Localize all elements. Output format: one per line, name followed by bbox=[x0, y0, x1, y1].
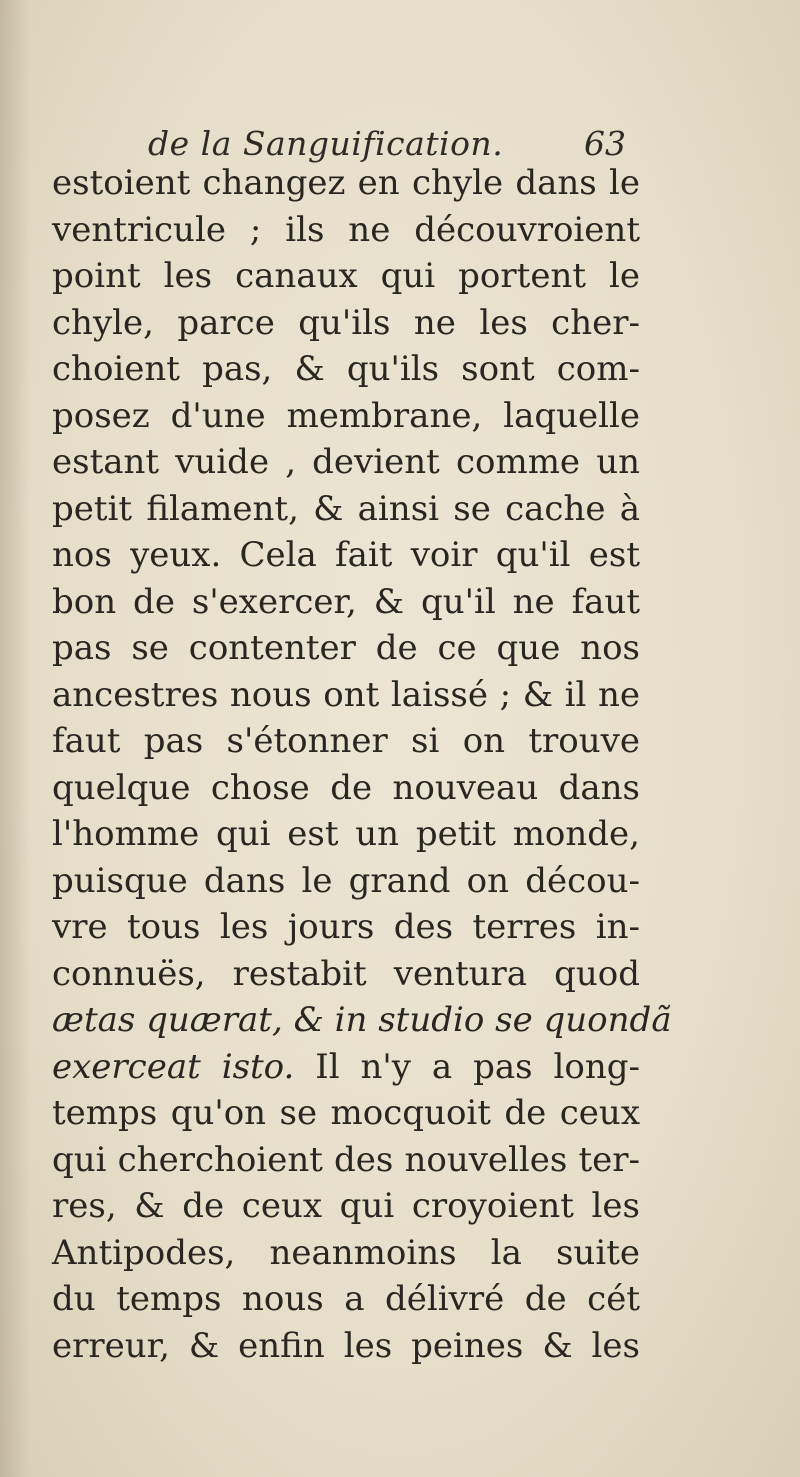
text-line: pas se contenter de ce que nos bbox=[52, 628, 640, 668]
text-line: erreur, & enfin les peines & les bbox=[52, 1325, 640, 1366]
text-line: nos yeux. Cela fait voir qu'il est bbox=[52, 535, 640, 575]
text-line: faut pas s'étonner si on trouve bbox=[52, 721, 640, 761]
text-line: res, & de ceux qui croyoient les bbox=[52, 1186, 640, 1226]
text-line: estant vuide , devient comme un bbox=[52, 442, 640, 482]
text-block bbox=[52, 160, 672, 1369]
page-number: 63 bbox=[584, 124, 626, 163]
text-line: qui cherchoient des nouvelles ter- bbox=[52, 1139, 640, 1180]
text-line: estoient changez en chyle dans le bbox=[52, 163, 640, 203]
latin-quote-line: ætas quærat, & in studio se quondã bbox=[52, 1000, 672, 1040]
text-line: du temps nous a délivré de cét bbox=[52, 1279, 640, 1319]
text-line: posez d'une membrane, laquelle bbox=[52, 395, 640, 436]
text-fragment: Il n'y a pas long- bbox=[315, 1046, 640, 1087]
text-line: puisque dans le grand on décou- bbox=[52, 860, 640, 901]
text-line: ancestres nous ont laissé ; & il ne bbox=[52, 674, 640, 715]
text-line: bon de s'exercer, & qu'il ne faut bbox=[52, 581, 640, 622]
text-line: l'homme qui est un petit monde, bbox=[52, 814, 640, 854]
text-line: temps qu'on se mocquoit de ceux bbox=[52, 1093, 640, 1133]
text-line: point les canaux qui portent le bbox=[52, 256, 640, 296]
text-line-mixed bbox=[52, 1044, 640, 1091]
text-line: chyle, parce qu'ils ne les cher- bbox=[52, 302, 640, 343]
text-line: ventricule ; ils ne découvroient bbox=[52, 209, 640, 250]
text-line: connuës, restabit ventura quod bbox=[52, 953, 640, 994]
text-line: quelque chose de nouveau dans bbox=[52, 767, 640, 808]
text-line: petit filament, & ainsi se cache à bbox=[52, 488, 640, 529]
latin-quote-end: exerceat isto. bbox=[52, 1046, 295, 1087]
running-title: de la Sanguification. bbox=[148, 124, 504, 163]
text-line: Antipodes, neanmoins la suite bbox=[52, 1232, 640, 1273]
text-line: choient pas, & qu'ils sont com- bbox=[52, 349, 640, 389]
text-line: vre tous les jours des terres in- bbox=[52, 907, 640, 947]
